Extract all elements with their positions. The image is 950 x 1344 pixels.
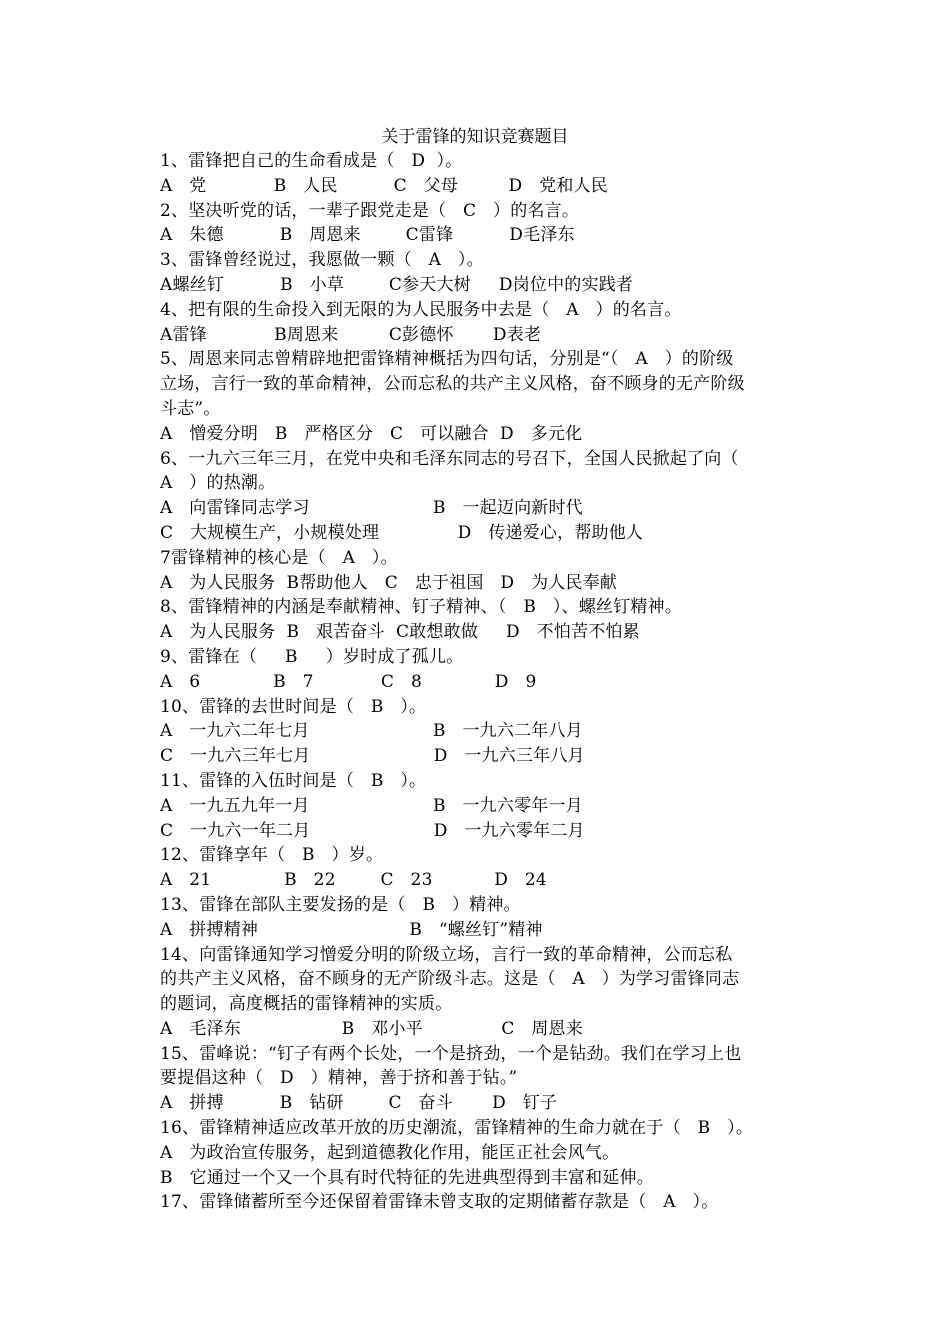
text-line: A 毛泽东 B 邓小平 C 周恩来 [160,1018,583,1039]
text-line: 13、雷锋在部队主要发扬的是（ B ）精神。 [160,894,521,915]
text-line: 1、雷锋把自己的生命看成是（ D ）。 [160,151,463,171]
text-line: A 拼搏 B 钻研 C 奋斗 D 钉子 [160,1093,558,1114]
text-line: C 一九六一年二月 D 一九六零年二月 [160,820,585,841]
text-line: A 一九五九年一月 B 一九六零年一月 [160,795,583,816]
question-list [160,149,820,1215]
text-line: 17、雷锋储蓄所至今还保留着雷锋未曾支取的定期储蓄存款是（ A ）。 [160,1192,719,1213]
text-line: 10、雷锋的去世时间是（ B ）。 [160,696,427,717]
text-line: A 党 B 人民 C 父母 D 党和人民 [160,175,608,196]
text-line: A 6 B 7 C 8 D 9 [160,671,537,692]
text-line: 5、周恩来同志曾精辟地把雷锋精神概括为四句话，分别是“（ A ）的阶级 [160,349,734,370]
text-line: 16、雷锋精神适应改革开放的历史潮流，雷锋精神的生命力就在于（ B ）。 [160,1118,754,1139]
text-line: A 憎爱分明 B 严格区分 C 可以融合 D 多元化 [160,423,583,444]
text-line: A 朱德 B 周恩来 C雷锋 D毛泽东 [160,225,575,246]
text-line: A 为人民服务 B帮助他人 C 忠于祖国 D 为人民奉献 [160,572,618,593]
document-title: 关于雷锋的知识竞赛题目 [381,127,569,147]
text-line: 3、雷锋曾经说过，我愿做一颗（ A ）。 [160,250,484,271]
text-line: A 21 B 22 C 23 D 24 [160,870,547,891]
text-line: 12、雷锋享年（ B ）岁。 [160,845,384,866]
text-line: A 拼搏精神 B “螺丝钉”精神 [160,919,543,940]
text-line: C 一九六三年七月 D 一九六三年八月 [160,746,585,767]
text-line: A ）的热潮。 [160,473,276,494]
text-line: C 大规模生产，小规模处理 D 传递爱心，帮助他人 [160,522,644,543]
text-line: 2、坚决听党的话，一辈子跟党走是（ C ）的名言。 [160,200,580,221]
text-line: 7雷锋精神的核心是（ A ）。 [160,547,398,568]
text-line: B 它通过一个又一个具有时代特征的先进典型得到丰富和延伸。 [160,1167,654,1188]
text-line: A 一九六二年七月 B 一九六二年八月 [160,721,583,742]
text-line: 9、雷锋在（ B ）岁时成了孤儿。 [160,646,464,667]
text-line: 立场，言行一致的革命精神，公而忘私的共产主义风格，奋不顾身的无产阶级 [160,374,745,395]
text-line: A 为政治宣传服务，起到道德教化作用，能匡正社会风气。 [160,1142,620,1163]
text-line: A 为人民服务 B 艰苦奋斗 C敢想敢做 D 不怕苦不怕累 [160,622,640,643]
text-line: A雷锋 B周恩来 C彭德怀 D表老 [160,324,542,345]
text-line: 15、雷峰说：“钉子有两个长处，一个是挤劲，一个是钻劲。我们在学习上也 [160,1043,742,1064]
text-line: 14、向雷锋通知学习憎爱分明的阶级立场，言行一致的革命精神，公而忘私 [160,944,733,965]
text-line: 要提倡这种（ D ）精神，善于挤和善于钻。” [160,1068,518,1089]
text-line: 11、雷锋的入伍时间是（ B ）。 [160,770,427,791]
text-line: 的共产主义风格，奋不顾身的无产阶级斗志。这是（ A ）为学习雷锋同志 [160,969,740,990]
text-line: 6、一九六三年三月，在党中央和毛泽东同志的号召下，全国人民掀起了向（ [160,448,739,469]
text-line: 4、把有限的生命投入到无限的为人民服务中去是（ A ）的名言。 [160,299,682,320]
text-line: 的题词，高度概括的雷锋精神的实质。 [160,994,453,1015]
text-line: A螺丝钉 B 小草 C参天大树 D岗位中的实践者 [160,274,634,295]
text-line: 斗志”。 [160,398,221,419]
text-line: 8、雷锋精神的内涵是奉献精神、钉子精神、（ B ）、螺丝钉精神。 [160,597,682,618]
text-line: A 向雷锋同志学习 B 一起迈向新时代 [160,498,583,519]
